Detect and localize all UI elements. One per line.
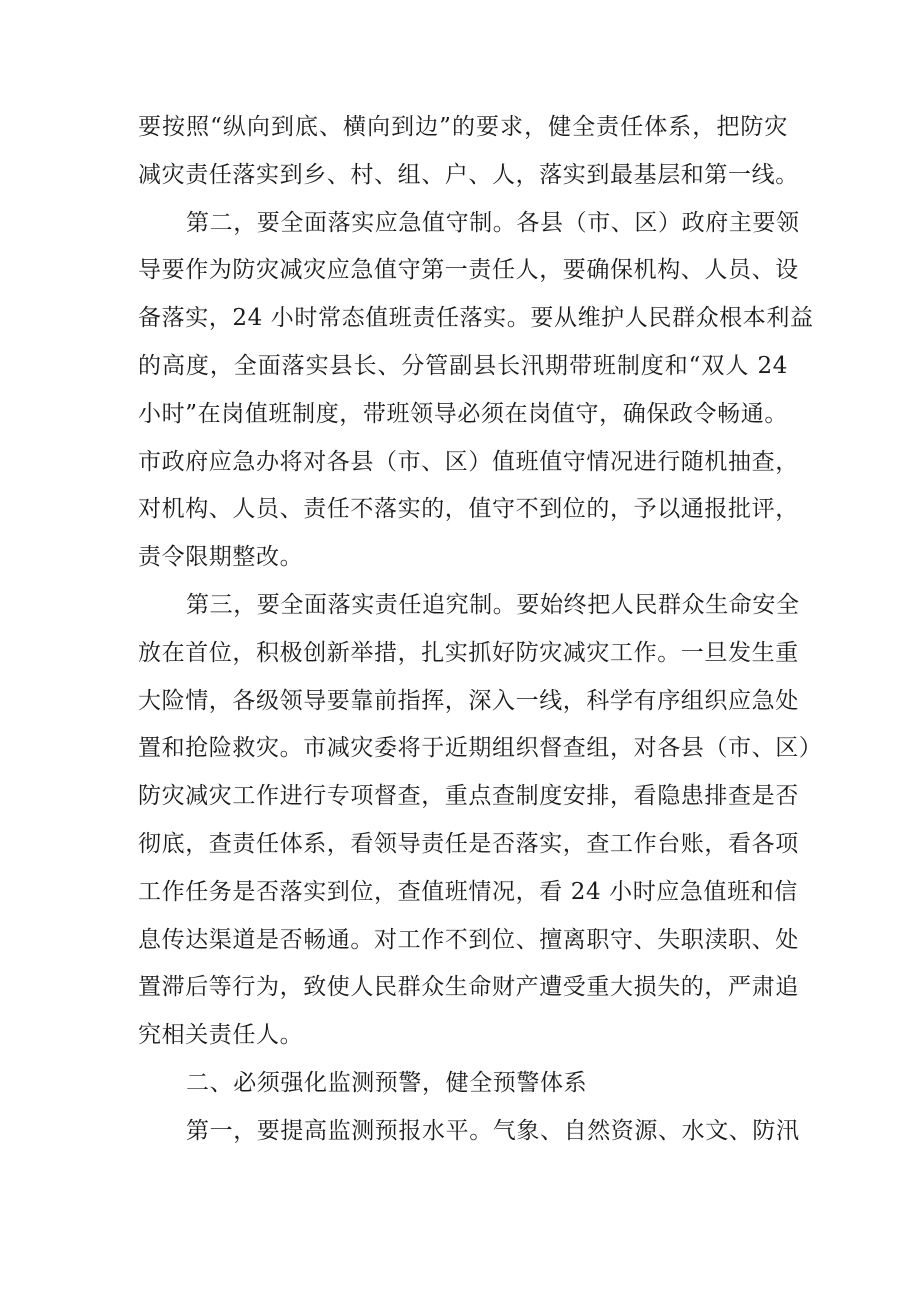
text-line: 第一，要提高监测预报水平。气象、自然资源、水文、防汛	[186, 1117, 800, 1144]
text-line: 导要作为防灾减灾应急值守第一责任人，要确保机构、人员、设	[138, 257, 799, 284]
text-line: 息传达渠道是否畅通。对工作不到位、擅离职守、失职渎职、处	[138, 926, 799, 953]
text-line: 责令限期整改。	[138, 544, 304, 571]
text-line: 小时”在岗值班制度，带班领导必须在岗值守，确保政令畅通。	[138, 400, 788, 427]
text-line: 第二，要全面落实应急值守制。各县（市、区）政府主要领	[186, 209, 800, 236]
text-line: 放在首位，积极创新举措，扎实抓好防灾减灾工作。一旦发生重	[138, 639, 799, 666]
text-line: 置滞后等行为，致使人民群众生命财产遭受重大损失的，严肃追	[138, 974, 799, 1001]
text-line: 的高度，全面落实县长、分管副县长汛期带班制度和“双人 24	[138, 352, 788, 379]
text-line: 大险情，各级领导要靠前指挥，深入一线，科学有序组织应急处	[138, 687, 799, 714]
text-line: 备落实，24 小时常态值班责任落实。要从维护人民群众根本利益	[138, 305, 814, 332]
text-line: 置和抢险救灾。市减灾委将于近期组织督查组，对各县（市、区）	[138, 735, 823, 762]
text-line: 工作任务是否落实到位，查值班情况，看 24 小时应急值班和信	[138, 878, 798, 905]
text-line: 对机构、人员、责任不落实的，值守不到位的，予以通报批评，	[138, 496, 799, 523]
text-line: 要按照“纵向到底、横向到边”的要求，健全责任体系，把防灾	[138, 114, 788, 140]
text-line: 二、必须强化监测预警，健全预警体系	[186, 1069, 588, 1096]
text-line: 第三，要全面落实责任追究制。要始终把人民群众生命安全	[186, 591, 800, 618]
text-line: 究相关责任人。	[138, 1022, 304, 1049]
text-line: 彻底，查责任体系，看领导责任是否落实，查工作台账，看各项	[138, 830, 799, 857]
text-line: 防灾减灾工作进行专项督查，重点查制度安排，看隐患排查是否	[138, 783, 799, 810]
text-line: 减灾责任落实到乡、村、组、户、人，落实到最基层和第一线。	[138, 161, 799, 188]
text-line: 市政府应急办将对各县（市、区）值班值守情况进行随机抽查，	[138, 448, 799, 475]
body-text	[138, 104, 823, 1156]
